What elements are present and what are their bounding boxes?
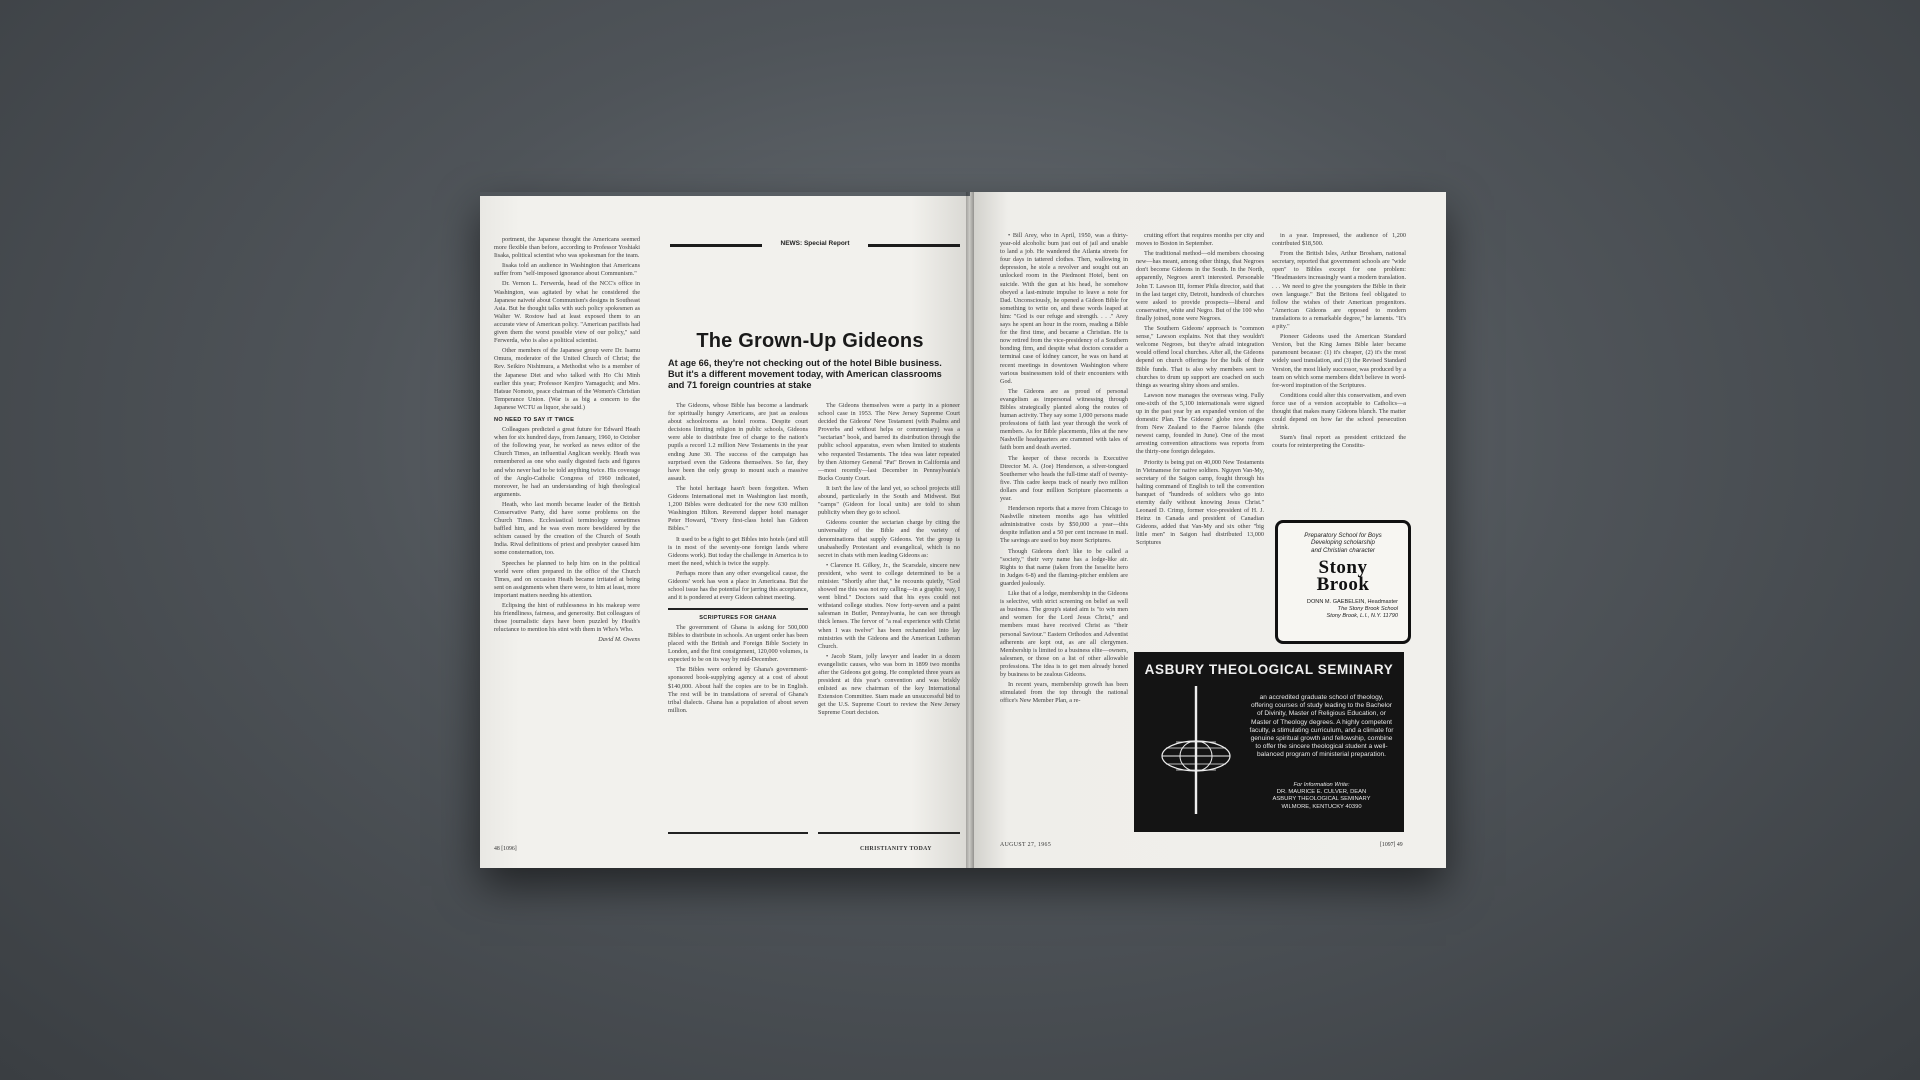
seminary-title: ASBURY THEOLOGICAL SEMINARY <box>1144 662 1394 677</box>
right-column-1 <box>1000 232 1128 828</box>
article-deck: At age 66, they're not checking out of the hotel Bible business. But it's a different movement today, with American classrooms and 71 foreign countries at stake <box>668 358 942 390</box>
paragraph: Henderson reports that a move from Chicago to Nashville nineteen months ago has whittled administrative costs by $50,000 a year—this despite inflation and a 50 per cent increase in mail. The savings are used to buy more Scriptures. <box>1000 505 1128 545</box>
paragraph: portment, the Japanese thought the Americans seemed more flexible than before, according to Professor Yoshiaki Iisaka, political scientist who was spokesman for the team. <box>494 236 640 260</box>
ad-tagline <box>1278 532 1408 554</box>
special-report-header <box>670 240 960 250</box>
magazine-name: CHRISTIANITY TODAY <box>860 846 932 852</box>
paragraph: • Bill Arey, who in April, 1950, was a thirty-year-old alcoholic bum just out of jail and unable to land a job. He wandered the Atlanta streets for four days in tattered clothes. Then, wallowing in depression, he stole a revolver and sought out an unlocked room in the Piedmont Hotel, bent on suicide. With the gun at his head, he somehow obeyed a last-minute impulse to leave a note for Dad. Unconsciously, he opened a Gideon Bible for something to write on, and these words leaped at him: "God is our refuge and strength. . . ." Arey says he spent an hour in the room, reading a Bible for the first time, and became a Christian. He is now retired from the vice-presidency of a Southern bonding firm, and despite what doctors consider a terminal case of kidney cancer, he was on hand at recent meetings in downtown Washington where various businessmen told of their encounters with God. <box>1000 232 1128 385</box>
left-page-number: 48 [1096] <box>494 846 517 852</box>
issue-date: AUGUST 27, 1965 <box>1000 842 1052 848</box>
article-headline: The Grown-Up Gideons <box>696 330 924 352</box>
contact-line: ASBURY THEOLOGICAL SEMINARY <box>1272 796 1371 803</box>
seminary-description: an accredited graduate school of theology, offering courses of study leading to the Bachelor of Divinity, Master of Religious Education, or Master of Theology degrees. A highly competent faculty, a stimulating curriculum, and a climate for genuine spiritual growth and fellowship, combine to offer the sincere theological student a well-balanced program of ministerial preparation. <box>1249 694 1394 759</box>
contact-line: WILMORE, KENTUCKY 40390 <box>1281 803 1362 810</box>
school-name <box>1278 557 1408 596</box>
location-line: Stony Brook, L.I., N.Y. 11790 <box>1326 613 1398 620</box>
section-rule <box>668 608 808 610</box>
left-column-3 <box>818 402 960 832</box>
paragraph: Gideons counter the sectarian charge by citing the universality of the Bible and the variety of denominations that supply Gideons. Yet the group is unabashedly Protestant and evangelical, which is no secret in chats with men leading Gideons as: <box>818 519 960 559</box>
paragraph: The government of Ghana is asking for 500,000 Bibles to distribute in schools. An urgent order has been placed with the British and Foreign Bible Society in London, and the first consignment, 120,000 volumes, is expected to be on its way by mid-December. <box>668 623 808 664</box>
paragraph: Heath, who last month became leader of the British Conservative Party, did have some problems on the Church Times. Ecclesiastical terminology sometimes baffled him, and he was even more bewildered by the schism caused by the creation of the Church of South India. Rival definitions of priest and presbyter caused him some consternation, too. <box>494 500 640 557</box>
paragraph: Stam's final report as president criticized the courts for reinterpreting the Constitu- <box>1272 434 1406 450</box>
paragraph: Pioneer Gideons used the American Standard Version, but the King James Bible later became paramount because: (1) it's cheaper, (2) it's the most widely used translation, and (3) the Revised Standard Version, the most likely successor, was produced by a team on which some members didn't believe in word-for-word inspiration of the Scriptures. <box>1272 333 1406 389</box>
subhead-no-need: NO NEED TO SAY IT TWICE <box>494 416 575 423</box>
paragraph: The Gideons are as proud of personal evangelism as impersonal witnessing through Bibles strategically planted along the routes of human activity. They say some 1,000 persons made professions of faith last year through the work of members. As for Bible placements, files at the new Nashville headquarters are crammed with tales of faith born and death averted. <box>1000 387 1128 452</box>
school-name-line: Brook <box>1316 574 1370 596</box>
report-bar-left <box>670 244 762 247</box>
author-signature: David M. Owens <box>598 636 640 644</box>
right-page <box>970 192 1446 868</box>
left-column-2 <box>668 402 808 832</box>
seminary-contact <box>1249 782 1394 811</box>
column-end-rule <box>818 832 960 834</box>
left-page <box>480 196 970 868</box>
paragraph: • Jacob Stam, jolly lawyer and leader in a dozen evangelistic causes, who was born in 1899 two months after the Gideons got going. He completed three years as president at this year's convention and was briskly enlisted as new chairman of the key International Extension Committee. Stam made an unsuccessful bid to get the U.S. Supreme Court to review the New Jersey Supreme Court decision. <box>818 652 960 717</box>
subhead-ghana: SCRIPTURES FOR GHANA <box>699 614 777 621</box>
magazine-spread <box>480 192 1446 868</box>
paragraph: Iisaka told an audience in Washington that Americans suffer from "self-imposed ignorance about Communism." <box>494 262 640 278</box>
paragraph: Dr. Vernon L. Ferwerda, head of the NCC's office in Washington, was agitated by what he considered the Japanese naiveté about Communism's designs in Southeast Asia. But he thought talks with such policy spokesmen as Walter W. Rostow had at least exposed them to an accurate view of American policy. "American pacifists had given them the worst possible view of our policy," said Ferwerda, who is also a political scientist. <box>494 280 640 345</box>
ad-contact <box>1278 599 1408 620</box>
school-line: The Stony Brook School <box>1337 606 1398 613</box>
paragraph: Other members of the Japanese group were Dr. Isamu Omura, moderator of the United Church of Christ; the Rev. Seikiro Nishimura, a Methodist who is a member of the Japanese Diet and who talked with Ho Chi Minh earlier this year; Professor Kenjiro Yamaguchi; and Mrs. Hatsue Nomoto, peace chairman of the Women's Christian Temperance Union. (War is as big a concern to the Japanese WCTU as liquor, she said.) <box>494 347 640 411</box>
headmaster-line: DONN M. GAEBELEIN, Headmaster <box>1306 599 1398 606</box>
paragraph: Though Gideons don't like to be called a "society," their very name has a lodge-like air. Rights to that name (taken from the Israelite hero in Judges 6-8) and the flaming-pitcher emblem are guarded jealously. <box>1000 547 1128 587</box>
paragraph: The Southern Gideons' approach is "common sense," Lawson explains. Not that they wouldn't welcome Negroes, but they're afraid integration would offend local churches. After all, the Gideons depend on church offerings for the bulk of their Bible funds. That is also why members sent to churches to drum up support are coached on such things as wearing shiny shoes and smiles. <box>1136 325 1264 389</box>
paragraph: Speeches he planned to help him on in the political world were often prepared in the office of the Church Times, and on occasion Heath became irritated at being sent on assignments when there were, to him at least, more important matters needing his attention. <box>494 559 640 599</box>
right-page-number: [1097] 49 <box>1380 842 1403 848</box>
paragraph: It used to be a fight to get Bibles into hotels (and still is in most of the seventy-one foreign lands where Gideons work). But today the challenge in America is to meet the need, which is twice the supply. <box>668 535 808 567</box>
paragraph: The Gideons, whose Bible has become a landmark for spiritually hungry Americans, are just as zealous about schoolrooms as hotel rooms. Despite court decisions limiting religion in public schools, Gideons were able to distribute free of charge to the nation's pupils a record 1.2 million New Testaments in the year ending June 30. The success of the campaign has surprised even the Gideons themselves. So far, they have been the only group to mount such a massive assault. <box>668 402 808 482</box>
report-label: NEWS: Special Report <box>780 240 850 247</box>
paragraph: Like that of a lodge, membership in the Gideons is selective, with strict screening on belief as well as business. The group's stated aim is "to win men and women for the Lord Jesus Christ," and members must have received Christ as "their personal Saviour." Eastern Orthodox and Adventist adherents are kept out, as are all clergymen. Membership is limited to a business elite—owners, salesmen, or those on a list of other allowable professions. The idea is to get men already honed by business to be zealous Gideons. <box>1000 590 1128 678</box>
paragraph: The Gideons themselves were a party in a pioneer school case in 1953. The New Jersey Supreme Court decided the Gideons' New Testament (with Psalms and Proverbs and without helps or commentary) was a "sectarian" book, and barred its distribution through the public school apparatus, even when limited to students who requested Testaments. The idea was later repeated by then Attorney General "Pat" Brown in California and—most recently—last December in Pennsylvania's Bucks County Court. <box>818 402 960 482</box>
asbury-seminary-ad <box>1134 652 1404 832</box>
ad-tagline-line: Preparatory School for Boys <box>1304 532 1382 539</box>
ad-tagline-line: Developing scholarship <box>1311 539 1375 547</box>
school-name-line: Stony <box>1318 557 1368 579</box>
right-column-3 <box>1272 232 1406 512</box>
paragraph: Lawson now manages the overseas wing. Fully one-sixth of the 5,100 internationals were signed up in the past year by an expanded version of the domestic Plan. The Gideons' globe now ranges from New Zealand to the Faeroe Islands (the newest camp, founded in June). One of the most arresting convention attractions was reports from the thirty-one foreign delegates. <box>1136 391 1264 456</box>
paragraph: Colleagues predicted a great future for Edward Heath when for six hundred days, from January, 1960, to October of the following year, he worked as news editor of the Church Times, an influential Anglican weekly. Heath was remembered as one who easily digested facts and figures and who never had to be told anything twice. His coverage of the Anglo-Catholic Congress of 1960 indicated, moreover, he had an understanding of high theological arguments. <box>494 426 641 498</box>
paragraph: The traditional method—old members choosing new—has meant, among other things, that Negroes don't become Gideons in the South. In the North, apparently, Negroes aren't interested. Personable John T. Lawson III, former Phila director, said that in the last target city, Detroit, hundreds of churches were asked to provide prospects—liberal and conservative, white and Negro. But of the 100 who finally joined, none were Negroes. <box>1136 250 1264 322</box>
globe-cross-icon <box>1148 682 1244 818</box>
contact-line: DR. MAURICE E. CULVER, DEAN <box>1276 789 1367 796</box>
paragraph: Perhaps more than any other evangelical cause, the Gideons' work has won a place in Americana. But the school issue has the potential for jarring this acceptance, and it is pondered at every Gideon cabinet meeting. <box>668 569 808 602</box>
paragraph: From the British Isles, Arthur Brosham, national secretary, reported that government schools are "wide open" to Bibles except for one problem: "Headmasters increasingly want a modern translation. . . . We need to give the youngsters the Bible in their own language." But the Britons feel obligated to follow the wishes of their American progenitors. "American Gideons are opposed to modern translations to a remarkable degree," he laments. "It's a pity." <box>1272 250 1406 331</box>
right-column-2 <box>1136 232 1264 642</box>
paragraph: In recent years, membership growth has been stimulated from the top through the national office's New Member Plan, a re- <box>1000 681 1128 705</box>
paragraph: Priority is being put on 40,000 New Testaments in Vietnamese for native soldiers. Nguyen Van-My, secretary of the Saigon camp, fought through his halting command of English to tell the convention banquet of "hundreds of soldiers who go into eternity daily without knowing Jesus Christ." Leonard D. Crimp, former vice-president of H. J. Heinz in Canada and president of Canadian Gideons, added that Van-My and six other "big little men" in Saigon had distributed 13,000 Scriptures <box>1136 458 1264 547</box>
paragraph: The keeper of these records is Executive Director M. A. (Joe) Henderson, a silver-tongued Southerner who heads the full-time staff of twenty-five. This cadre keeps track of nearly two million dollars and four million Scripture placements a year. <box>1000 454 1128 502</box>
ad-tagline-line: and Christian character <box>1311 546 1375 554</box>
report-bar-right <box>868 244 960 247</box>
paragraph: Eclipsing the hint of ruthlessness in his makeup were his friendliness, fairness, and generosity. But colleagues of those journalistic days have been puzzled by Heath's reluctance to mention his stint with them in Who's Who. <box>494 602 640 634</box>
paragraph: The Bibles were ordered by Ghana's government-sponsored book-supplying agency at a cost of about $140,000. About half the copies are to be in English. The rest will be in translations of several of Ghana's tribal dialects. Ghana has a population of about seven million. <box>668 666 808 714</box>
column-end-rule <box>668 832 808 834</box>
paragraph: The hotel heritage hasn't been forgotten. When Gideons International met in Washington last month, 1,200 Bibles were dedicated for the new 630 million Washington Hilton. Reverend dapper hotel manager Peter Howard, "Every first-class hotel has Gideon Bibles." <box>668 484 808 533</box>
paragraph: cruiting effort that requires months per city and moves to Boston in September. <box>1136 232 1264 248</box>
contact-lead: For Information Write: <box>1293 782 1350 788</box>
stony-brook-ad <box>1275 520 1411 644</box>
paragraph: Conditions could alter this conservatism, and even force use of a version acceptable to Catholics—a thought that makes many Gideons blanch. The matter could depend on how far the school persecution shrink. <box>1272 391 1406 432</box>
spine-shadow <box>966 192 974 868</box>
paragraph: • Clarence H. Gilkey, Jr., the Scarsdale, sincere new president, who went to college determined to be a minister. "Shortly after that," he recounts quietly, "God showed me this was not my calling—in a graphic way, I went blind." Doctors said that his eyes could not withstand college studies. Now forty-seven and a paint salesman in Butler, Pennsylvania, he can see through thick lenses. The fervor of "a real experience with Christ when I was twelve" has been rechanneled into lay ministries with the Gideons and the American Lutheran Church. <box>818 561 960 650</box>
paragraph: It isn't the law of the land yet, so school projects still abound, particularly in the South and Midwest. But "camps" (Gideon for local units) are told to shun publicity when they go to school. <box>818 484 960 517</box>
left-column-1 <box>494 236 640 645</box>
paragraph: in a year. Impressed, the audience of 1,200 contributed $18,500. <box>1272 232 1406 248</box>
